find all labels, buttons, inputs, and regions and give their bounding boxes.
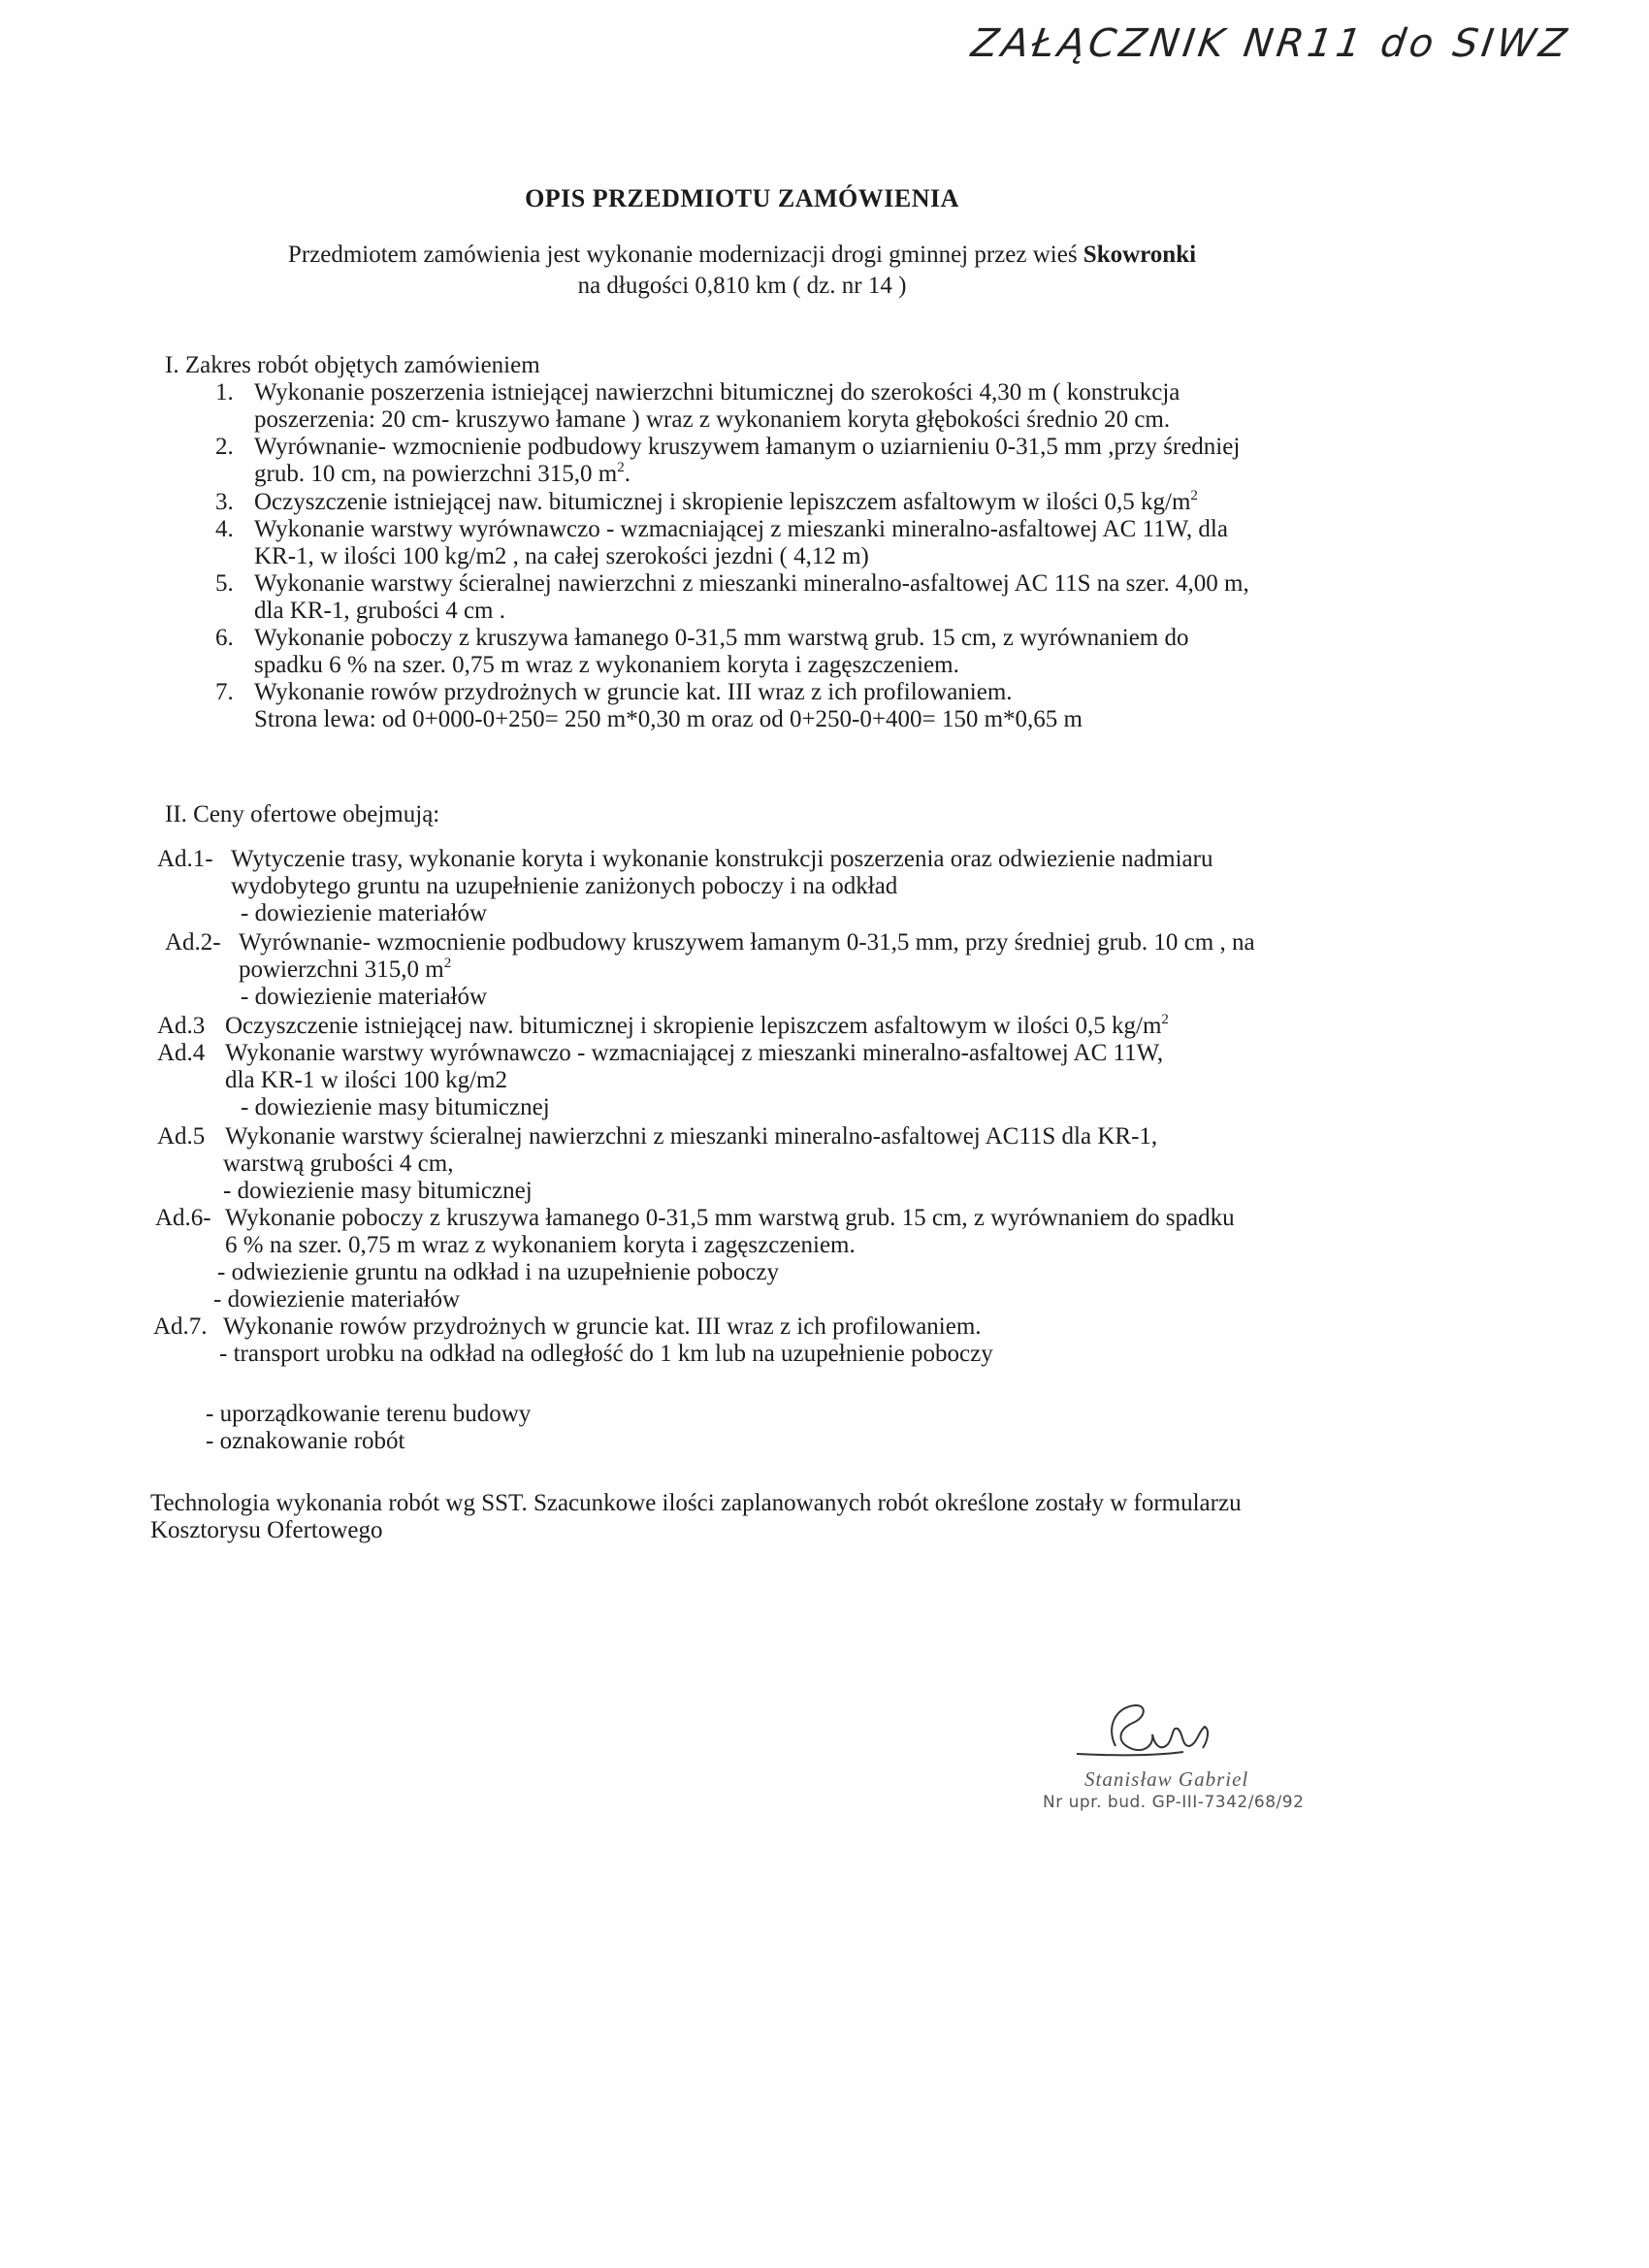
s1-item-7-line-1: Wykonanie rowów przydrożnych w gruncie kat. III wraz z ich profilowaniem. [254, 679, 1013, 705]
signatory-name: Stanisław Gabriel [1084, 1767, 1249, 1791]
ad7-line-2: - transport urobku na odkład na odległość do 1 km lub na uzupełnienie poboczy [219, 1341, 993, 1367]
s1-item-7-num: 7. [215, 679, 234, 705]
ad7-label: Ad.7. [153, 1313, 208, 1340]
s1-item-1-line-2: poszerzenia: 20 cm- kruszywo łamane ) wraz z wykonaniem koryta głębokości średnio 20 cm. [254, 406, 1171, 433]
ad3-text: Oczyszczenie istniejącej naw. bitumicznej i skropienie lepiszczem asfaltowym w ilości 0,5 kg/m [225, 1013, 1162, 1039]
s1-item-5-line-2: dla KR-1, grubości 4 cm . [254, 598, 505, 624]
ad3-line-1 [225, 1013, 1169, 1040]
ad4-line-3: - dowiezienie masy bitumicznej [241, 1094, 550, 1120]
ad1-line-3: - dowiezienie materiałów [241, 900, 488, 926]
ad1-line-2: wydobytego gruntu na uzupełnienie zaniżonych poboczy i na odkład [231, 873, 898, 899]
handwritten-attachment-note: ZAŁĄCZNIK NR11 do SIWZ [968, 21, 1573, 66]
s1-item-6-line-1: Wykonanie poboczy z kruszywa łamanego 0-31,5 mm warstwą grub. 15 cm, z wyrównaniem do [254, 625, 1189, 651]
s1-item-1-num: 1. [215, 379, 234, 405]
ad4-label: Ad.4 [157, 1040, 206, 1066]
extra-item-2: - oznakowanie robót [206, 1428, 405, 1454]
s1-item-5-num: 5. [215, 570, 234, 597]
village-name: Skowronki [1083, 242, 1197, 268]
ad5-line-3: - dowiezienie masy bitumicznej [223, 1178, 533, 1204]
s1-item-2-line-2 [254, 461, 630, 488]
technology-note-line-2: Kosztorysu Ofertowego [150, 1517, 383, 1543]
ad5-label: Ad.5 [157, 1123, 206, 1150]
ad1-line-1: Wytyczenie trasy, wykonanie koryta i wykonanie konstrukcji poszerzenia oraz odwiezienie nadmiaru [231, 846, 1213, 872]
s1-item-7-line-2: Strona lewa: od 0+000-0+250= 250 m*0,30 m oraz od 0+250-0+400= 150 m*0,65 m [254, 706, 1083, 732]
extra-item-1: - uporządkowanie terenu budowy [206, 1401, 532, 1427]
s1-item-3-line-1 [254, 489, 1198, 516]
ad6-line-2: 6 % na szer. 0,75 m wraz z wykonaniem koryta i zagęszczeniem. [225, 1232, 856, 1258]
superscript: 2 [443, 955, 452, 971]
ad3-label: Ad.3 [157, 1013, 206, 1039]
ad4-line-2: dla KR-1 w ilości 100 kg/m2 [225, 1067, 507, 1093]
s1-item-3-num: 3. [215, 489, 234, 515]
technology-note-line-1: Technologia wykonania robót wg SST. Szacunkowe ilości zaplanowanych robót określone zostały w formularzu [150, 1490, 1242, 1516]
superscript: 2 [617, 459, 625, 475]
s1-item-4-num: 4. [215, 516, 234, 542]
ad2-line-2-text: powierzchni 315,0 m [239, 956, 444, 983]
ad6-label: Ad.6- [155, 1205, 211, 1231]
subject-line-2: na długości 0,810 km ( dz. nr 14 ) [577, 273, 907, 299]
section-2-heading: II. Ceny ofertowe obejmują: [165, 801, 440, 827]
handwritten-signature [1038, 1688, 1329, 1843]
signatory-registration: Nr upr. bud. GP-III-7342/68/92 [1043, 1793, 1305, 1812]
s1-item-3-text: Oczyszczenie istniejącej naw. bitumicznej i skropienie lepiszczem asfaltowym w ilości 0,5 kg/m [254, 489, 1191, 515]
ad6-line-4: - dowiezienie materiałów [213, 1286, 461, 1312]
ad2-line-1: Wyrównanie- wzmocnienie podbudowy kruszywem łamanym 0-31,5 mm, przy średniej grub. 10 cm , na [239, 929, 1255, 956]
ad2-label: Ad.2- [165, 929, 221, 956]
s1-item-4-line-2: KR-1, w ilości 100 kg/m2 , na całej szerokości jezdni ( 4,12 m) [254, 543, 869, 569]
s1-item-4-line-1: Wykonanie warstwy wyrównawczo - wzmacniającej z mieszanki mineralno-asfaltowej AC 11W, dla [254, 516, 1228, 542]
s1-item-6-num: 6. [215, 625, 234, 651]
document-title: OPIS PRZEDMIOTU ZAMÓWIENIA [525, 184, 959, 212]
superscript: 2 [1190, 487, 1198, 503]
superscript: 2 [1161, 1011, 1169, 1027]
ad7-line-1: Wykonanie rowów przydrożnych w gruncie kat. III wraz z ich profilowaniem. [223, 1313, 982, 1340]
s1-item-5-line-1: Wykonanie warstwy ścieralnej nawierzchni z mieszanki mineralno-asfaltowej AC 11S na szer. 4,00 m, [254, 570, 1249, 597]
ad2-line-2 [239, 956, 451, 984]
ad4-line-1: Wykonanie warstwy wyrównawczo - wzmacniającej z mieszanki mineralno-asfaltowej AC 11W, [225, 1040, 1164, 1066]
ad1-label: Ad.1- [157, 846, 213, 872]
s1-item-2-line-2-text: grub. 10 cm, na powierzchni 315,0 m [254, 461, 618, 487]
subject-line-1-text: Przedmiotem zamówienia jest wykonanie modernizacji drogi gminnej przez wieś [287, 242, 1078, 268]
ad5-line-2: warstwą grubości 4 cm, [223, 1150, 454, 1177]
ad6-line-3: - odwiezienie gruntu na odkład i na uzupełnienie poboczy [217, 1259, 779, 1285]
section-1-heading: I. Zakres robót objętych zamówieniem [165, 352, 540, 378]
s1-item-6-line-2: spadku 6 % na szer. 0,75 m wraz z wykonaniem koryta i zagęszczeniem. [254, 652, 959, 678]
s1-item-2-suffix: . [624, 461, 630, 487]
s1-item-1-line-1: Wykonanie poszerzenia istniejącej nawierzchni bitumicznej do szerokości 4,30 m ( konstrukcja [254, 379, 1180, 405]
ad2-line-3: - dowiezienie materiałów [241, 984, 488, 1010]
subject-line-1 [0, 240, 1484, 271]
s1-item-2-num: 2. [215, 434, 234, 460]
ad5-line-1: Wykonanie warstwy ścieralnej nawierzchni z mieszanki mineralno-asfaltowej AC11S dla KR-1, [225, 1123, 1158, 1150]
subject-paragraph [0, 240, 1484, 302]
ad6-line-1: Wykonanie poboczy z kruszywa łamanego 0-31,5 mm warstwą grub. 15 cm, z wyrównaniem do spadku [225, 1205, 1235, 1231]
s1-item-2-line-1: Wyrównanie- wzmocnienie podbudowy kruszywem łamanym o uziarnieniu 0-31,5 mm ,przy średniej [254, 434, 1241, 460]
